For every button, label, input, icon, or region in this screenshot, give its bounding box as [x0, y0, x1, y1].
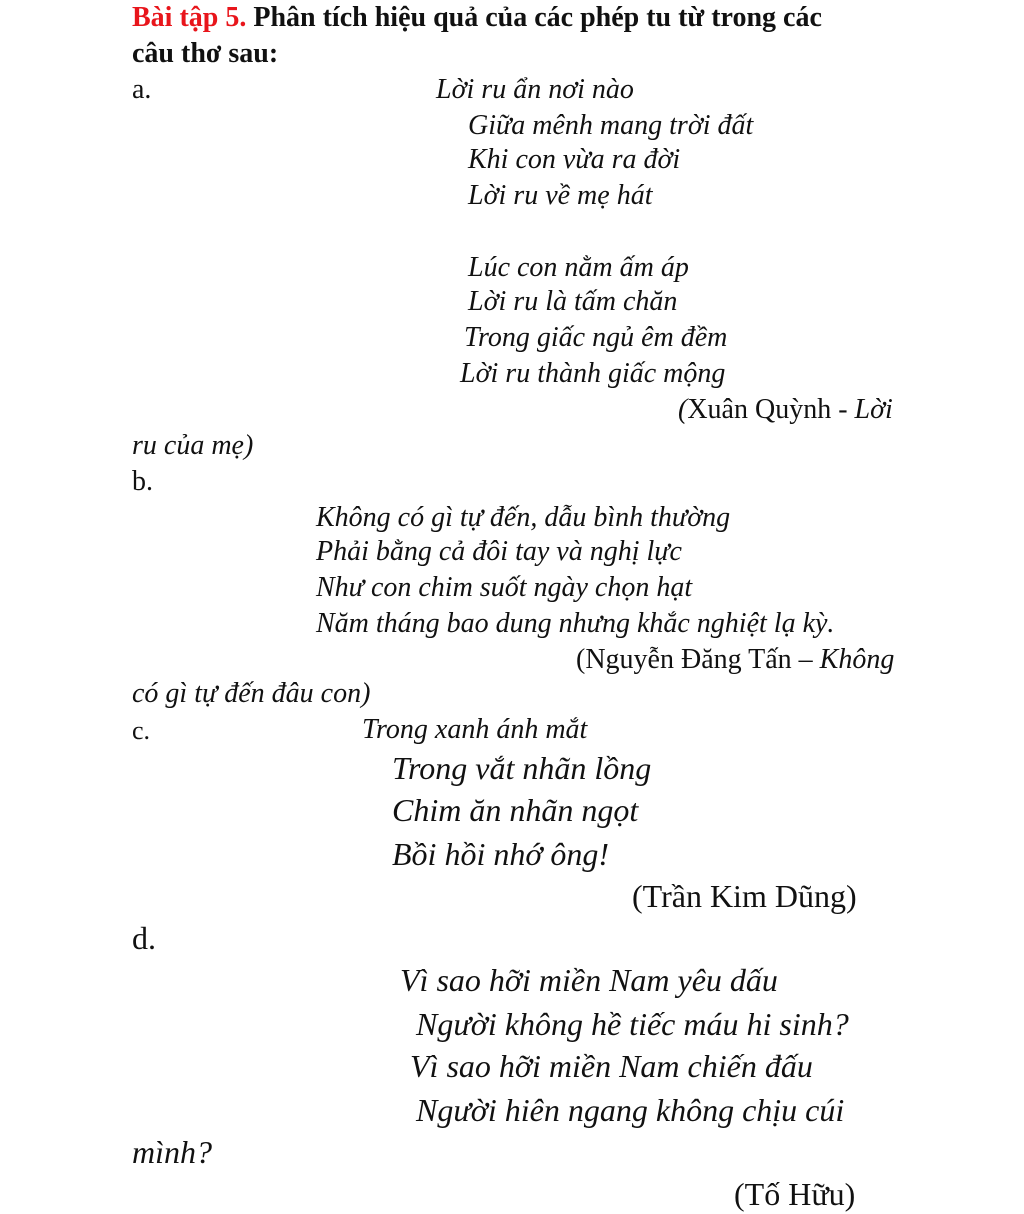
poem-b-line-2: Phải bằng cả đôi tay và nghị lực [316, 536, 682, 567]
poem-c-line-2: Trong vắt nhãn lồng [392, 750, 652, 786]
poem-a-source [678, 396, 893, 424]
poem-c-line-1: Trong xanh ánh mắt [362, 714, 588, 745]
poem-a-marker: a. [132, 74, 152, 105]
poem-a-line-2: Giữa mênh mang trời đất [468, 110, 754, 141]
poem-d-marker: d. [132, 920, 156, 956]
poem-b-line-4: Năm tháng bao dung nhưng khắc nghiệt lạ kỳ. [316, 608, 835, 639]
poem-c-source: (Trần Kim Dũng) [632, 878, 857, 914]
poem-b-source-title-1: Không [819, 644, 895, 675]
poem-d-line-4: Người hiên ngang không chịu cúi [416, 1092, 845, 1128]
poem-a-line-4: Lời ru về mẹ hát [468, 180, 653, 211]
poem-c-line-3: Chim ăn nhãn ngọt [392, 792, 639, 828]
exercise-instruction-1: Phân tích hiệu quả của các phép tu từ trong các [246, 2, 822, 33]
poem-c-line-4: Bồi hồi nhớ ông! [392, 836, 610, 872]
poem-a-source-author: Xuân Quỳnh - [687, 394, 855, 425]
poem-c-marker: c. [132, 716, 151, 745]
poem-b-line-1: Không có gì tự đến, dẫu bình thường [316, 502, 731, 533]
poem-d-line-3: Vì sao hỡi miền Nam chiến đấu [410, 1048, 813, 1084]
poem-d-source: (Tố Hữu) [734, 1176, 856, 1212]
poem-a-line-8: Lời ru thành giấc mộng [460, 358, 726, 389]
poem-b-marker: b. [132, 466, 153, 497]
poem-b-source-title-2: có gì tự đến đâu con) [132, 678, 371, 709]
exercise-instruction-2: câu thơ sau: [132, 38, 279, 69]
poem-d-line-1: Vì sao hỡi miền Nam yêu dấu [400, 962, 778, 998]
poem-a-line-6: Lời ru là tấm chăn [468, 286, 678, 317]
exercise-title [132, 4, 822, 32]
poem-d-line-2: Người không hề tiếc máu hi sinh? [416, 1006, 849, 1042]
poem-b-source [576, 646, 894, 674]
poem-d-line-5: mình? [132, 1134, 212, 1170]
exercise-label: Bài tập 5. [132, 2, 247, 33]
poem-a-line-7: Trong giấc ngủ êm đềm [464, 322, 728, 353]
poem-b-line-3: Như con chim suốt ngày chọn hạt [316, 572, 693, 603]
poem-a-source-title-2: ru của mẹ) [132, 430, 254, 461]
poem-a-line-1: Lời ru ẩn nơi nào [436, 74, 634, 105]
poem-a-source-title-1: Lời [854, 394, 893, 425]
poem-b-source-author: (Nguyễn Đăng Tấn – [576, 644, 820, 675]
poem-a-source-paren: ( [678, 394, 688, 425]
poem-a-line-5: Lúc con nằm ấm áp [468, 252, 689, 283]
poem-a-line-3: Khi con vừa ra đời [468, 144, 681, 175]
